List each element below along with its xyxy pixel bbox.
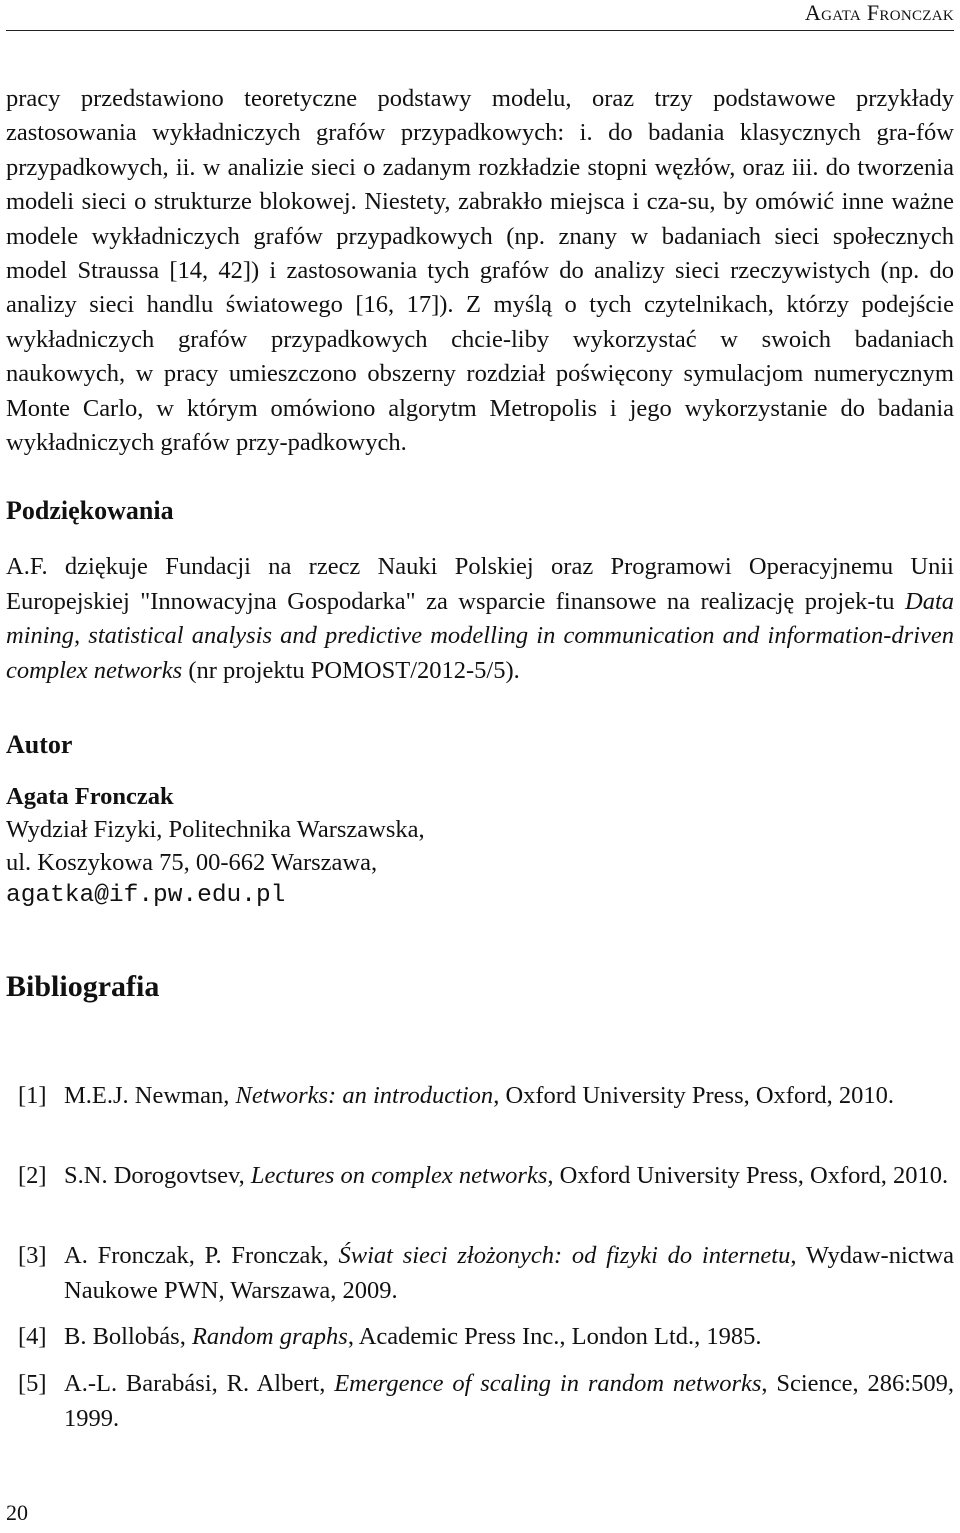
- bib-authors: A. Fronczak, P. Fronczak,: [64, 1242, 339, 1269]
- bib-title: Networks: an introduction: [235, 1082, 494, 1109]
- bib-number: [2]: [18, 1162, 47, 1189]
- intro-paragraph: pracy przedstawiono teoretyczne podstawy modelu, oraz trzy podstawowe przykłady zastosowania wykładniczych grafów przypadkowych: i. do badania klasycznych gra-fów przypadkowych, ii. w analizie sieci o zadanym rozkładzie stopni węzłów, oraz iii. do tworzenia modeli sieci o strukturze blokowej. Niestety, zabrakło miejsca i cza-su, by omówić inne ważne modele wykładniczych grafów przypadkowych (np. znany w badaniach sieci społecznych model Straussa [14, 42]) i zastosowania tych grafów do analizy sieci rzeczywistych (np. do analizy sieci handlu światowego [16, 17]). Z myślą o tych czytelnikach, którzy podejście wykładniczych grafów przypadkowych chcie-liby wykorzystać w swoich badaniach naukowych, w pracy umieszczono obszerny rozdział poświęcony symulacjom numerycznym Monte Carlo, w którym omówiono algorytm Metropolis i jego wykorzystanie do badania wykładniczych grafów przy-padkowych.: [6, 85, 954, 457]
- author-affiliation: Wydział Fizyki, Politechnika Warszawska,: [6, 816, 425, 844]
- project-title: Data mining, statistical analysis and predictive modelling in communication and information-driven complex networks: [6, 587, 954, 684]
- author-address: ul. Koszykowa 75, 00-662 Warszawa,: [6, 849, 378, 877]
- bib-entry: [64, 1078, 954, 1113]
- bib-entry: [64, 1238, 954, 1308]
- bib-number: [1]: [18, 1082, 47, 1109]
- bib-authors: A.-L. Barabási, R. Albert,: [64, 1370, 335, 1397]
- bib-item: [6, 1238, 954, 1308]
- bib-title: Emergence of scaling in random networks: [334, 1370, 762, 1397]
- page-number: 20: [6, 1500, 28, 1525]
- author-block: [6, 780, 954, 912]
- bibliography-heading: Bibliografia: [6, 970, 160, 1004]
- bib-title: Random graphs: [191, 1323, 348, 1350]
- bib-number: [3]: [18, 1242, 47, 1269]
- bib-rest: , Wydaw-nictwa Naukowe PWN, Warszawa, 2009.: [64, 1242, 955, 1304]
- acknowledgements-paragraph: [6, 550, 954, 688]
- author-name: Agata Fronczak: [6, 783, 174, 811]
- acknowledgements-text-after: (nr projektu POMOST/2012-5/5).: [182, 656, 520, 684]
- running-header: Agata Fronczak: [6, 0, 954, 31]
- bib-number: [5]: [18, 1370, 47, 1397]
- bib-item: [6, 1158, 954, 1193]
- bib-title: Lectures on complex networks: [250, 1162, 548, 1189]
- bib-item: [6, 1319, 954, 1354]
- bib-authors: B. Bollobás,: [64, 1323, 192, 1350]
- bib-entry: [64, 1158, 954, 1193]
- bib-number: [4]: [18, 1323, 47, 1350]
- bib-authors: S.N. Dorogovtsev,: [64, 1162, 251, 1189]
- bib-item: [6, 1366, 954, 1436]
- acknowledgements-text-before: A.F. dziękuje Fundacji na rzecz Nauki Polskiej oraz Programowi Operacyjnemu Unii Europejskiej "Innowacyjna Gospodarka" za wsparcie finansowe na realizację projek-tu: [6, 553, 954, 615]
- bib-item: [6, 1078, 954, 1113]
- bib-rest: , Science, 286:509, 1999.: [64, 1370, 954, 1432]
- author-email: agatka@if.pw.edu.pl: [6, 882, 286, 910]
- acknowledgements-heading: Podziękowania: [6, 496, 174, 526]
- bib-rest: , Oxford University Press, Oxford, 2010.: [547, 1162, 949, 1189]
- bib-title: Świat sieci złożonych: od fizyki do internetu: [338, 1242, 791, 1269]
- main-body: [6, 82, 954, 1004]
- bib-rest: , Oxford University Press, Oxford, 2010.: [493, 1082, 894, 1109]
- bib-authors: M.E.J. Newman,: [64, 1082, 236, 1109]
- author-heading: Autor: [6, 730, 73, 760]
- bib-rest: , Academic Press Inc., London Ltd., 1985.: [347, 1323, 762, 1350]
- bib-entry: [64, 1366, 954, 1436]
- bib-entry: [64, 1319, 954, 1354]
